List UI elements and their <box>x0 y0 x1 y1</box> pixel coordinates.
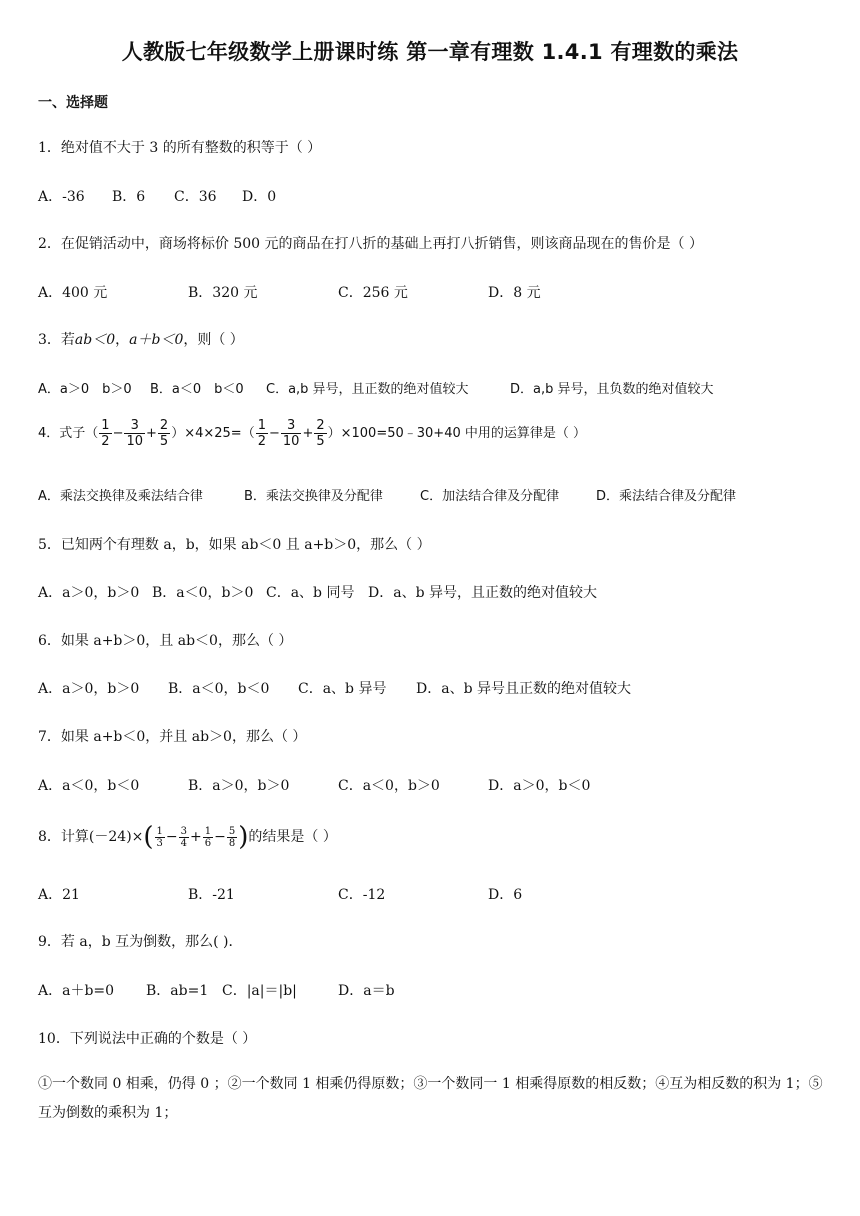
fraction-denominator: 6 <box>204 837 212 849</box>
fraction-numerator: 2 <box>159 418 169 433</box>
question-8-fraction-4 <box>227 826 237 849</box>
question-7-stem: 7．如果 a+b＜0，并且 ab＞0，那么（ ） <box>38 729 307 745</box>
fraction-denominator: 4 <box>180 837 188 849</box>
question-4-option-c: C．加法结合律及分配律 <box>420 489 560 504</box>
question-2-option-d: D．8 元 <box>488 285 541 301</box>
question-3-stem <box>38 329 244 349</box>
question-3-suffix: ，则（ ） <box>183 332 244 348</box>
fraction-denominator: 8 <box>228 837 236 849</box>
question-6-option-d: D．a、b 异号且正数的绝对值较大 <box>416 681 631 697</box>
minus-sign: − <box>112 426 124 441</box>
fraction-numerator: 1 <box>257 418 266 433</box>
question-8-fraction-3 <box>203 826 213 849</box>
question-8-option-b: B．-21 <box>188 887 235 903</box>
page-title: 人教版七年级数学上册课时练 第一章有理数 1.4.1 有理数的乘法 <box>121 40 739 64</box>
question-4-fraction-1 <box>99 418 111 449</box>
question-10-stem: 10．下列说法中正确的个数是（ ） <box>38 1031 257 1047</box>
question-3-option-c: C．a,b 异号，且正数的绝对值较大 <box>266 382 469 397</box>
plus-sign: + <box>302 426 314 441</box>
fraction-denominator: 2 <box>101 434 110 449</box>
question-4-fraction-4 <box>256 418 268 449</box>
fraction-numerator: 3 <box>124 418 145 434</box>
fraction-numerator: 1 <box>156 825 163 837</box>
question-4-option-d: D．乘法结合律及分配律 <box>596 489 737 504</box>
question-3-separator: ， <box>115 332 130 348</box>
question-1-option-c: C．36 <box>174 189 217 205</box>
question-4-option-b: B．乘法交换律及分配律 <box>244 489 383 504</box>
minus-sign: − <box>165 829 178 845</box>
question-8-option-d: D．6 <box>488 887 523 903</box>
question-8-option-c: C．-12 <box>338 887 386 903</box>
question-7-option-d: D．a＞0，b＜0 <box>488 778 591 794</box>
right-paren: ) <box>238 822 249 852</box>
question-8-suffix: 的结果是（ ） <box>248 829 337 845</box>
question-1-option-a: A．-36 <box>38 189 85 205</box>
question-8-fraction-2 <box>179 826 189 849</box>
fraction-denominator: 2 <box>257 434 266 449</box>
fraction-numerator: 3 <box>281 418 302 434</box>
question-3-option-b: B．a＜0 b＜0 <box>150 382 244 397</box>
fraction-denominator: 5 <box>316 434 325 449</box>
question-4-stem <box>38 418 586 449</box>
question-9-option-d: D．a＝b <box>338 983 395 999</box>
question-6-option-a: A．a＞0，b＞0 <box>38 681 140 697</box>
question-4-fraction-3 <box>158 418 170 449</box>
question-6-option-b: B．a＜0，b＜0 <box>168 681 270 697</box>
fraction-denominator: 5 <box>159 434 169 449</box>
question-1-stem: 1．绝对值不大于 3 的所有整数的积等于（ ） <box>38 140 322 156</box>
question-4-option-a: A．乘法交换律及乘法结合律 <box>38 489 203 504</box>
question-3-condition-2: a＋b＜0 <box>129 332 184 348</box>
fraction-denominator: 3 <box>156 837 163 849</box>
minus-sign: − <box>214 829 226 845</box>
question-9-option-a: A．a＋b=0 <box>38 983 115 999</box>
question-6-stem: 6．如果 a+b＞0，且 ab＜0，那么（ ） <box>38 633 293 649</box>
question-8-prefix: 8．计算 <box>38 829 89 845</box>
question-4-middle: ）×4×25=（ <box>171 426 255 441</box>
question-4-suffix: ）×100=50﹣30+40 中用的运算律是（ ） <box>327 426 587 441</box>
question-7-option-a: A．a＜0，b＜0 <box>38 778 140 794</box>
question-9-option-b: B．ab=1 <box>146 983 209 999</box>
question-3-prefix: 3．若 <box>38 332 75 348</box>
question-1-option-b: B．6 <box>112 189 146 205</box>
question-7-option-c: C．a＜0，b＞0 <box>338 778 440 794</box>
question-10-statements: ①一个数同 0 相乘，仍得 0 ；②一个数同 1 相乘仍得原数；③一个数同一 1 相乘得原数的相反数；④互为相反数的积为 1；⑤互为倒数的乘积为 1； <box>38 1076 823 1121</box>
minus-sign: − <box>268 426 280 441</box>
question-5-option-a: A．a＞0，b＞0 <box>38 585 140 601</box>
question-4-prefix: 4．式子（ <box>38 426 99 441</box>
fraction-numerator: 1 <box>204 825 212 837</box>
question-4-fraction-5 <box>281 418 302 449</box>
question-2-option-a: A．400 元 <box>38 285 108 301</box>
fraction-numerator: 2 <box>316 418 325 433</box>
question-8-factor: (－24)× <box>88 829 144 845</box>
fraction-denominator: 10 <box>282 434 300 449</box>
plus-sign: + <box>190 829 202 845</box>
question-9-stem: 9．若 a，b 互为倒数，那么( )． <box>38 934 243 950</box>
question-3-option-d: D．a,b 异号，且负数的绝对值较大 <box>510 382 714 397</box>
question-5-option-c: C．a、b 同号 <box>266 585 355 601</box>
fraction-numerator: 5 <box>228 825 236 837</box>
question-2-option-b: B．320 元 <box>188 285 258 301</box>
question-4-fraction-2 <box>124 418 145 449</box>
question-5-option-b: B．a＜0，b＞0 <box>152 585 254 601</box>
left-paren: ( <box>143 822 154 852</box>
question-5-stem: 5．已知两个有理数 a，b，如果 ab＜0 且 a+b＞0，那么（ ） <box>38 537 431 553</box>
question-7-option-b: B．a＞0，b＞0 <box>188 778 290 794</box>
question-2-option-c: C．256 元 <box>338 285 408 301</box>
plus-sign: + <box>146 426 157 441</box>
question-3-option-a: A．a＞0 b＞0 <box>38 382 132 397</box>
fraction-numerator: 3 <box>180 825 188 837</box>
question-2-stem: 2．在促销活动中，商场将标价 500 元的商品在打八折的基础上再打八折销售，则该商品现在的售价是（ ） <box>38 236 703 252</box>
question-6-option-c: C．a、b 异号 <box>298 681 387 697</box>
question-1-option-d: D．0 <box>242 189 277 205</box>
question-4-fraction-6 <box>314 418 326 449</box>
question-8-stem <box>38 822 337 852</box>
section-heading: 一、选择题 <box>38 95 108 111</box>
question-5-option-d: D．a、b 异号，且正数的绝对值较大 <box>368 585 597 601</box>
question-8-option-a: A．21 <box>38 887 80 903</box>
question-3-condition-1: ab＜0 <box>74 332 116 348</box>
fraction-denominator: 10 <box>126 434 144 449</box>
question-8-fraction-1 <box>155 826 165 849</box>
fraction-numerator: 1 <box>101 418 110 433</box>
question-9-option-c: C．|a|＝|b| <box>222 983 297 999</box>
